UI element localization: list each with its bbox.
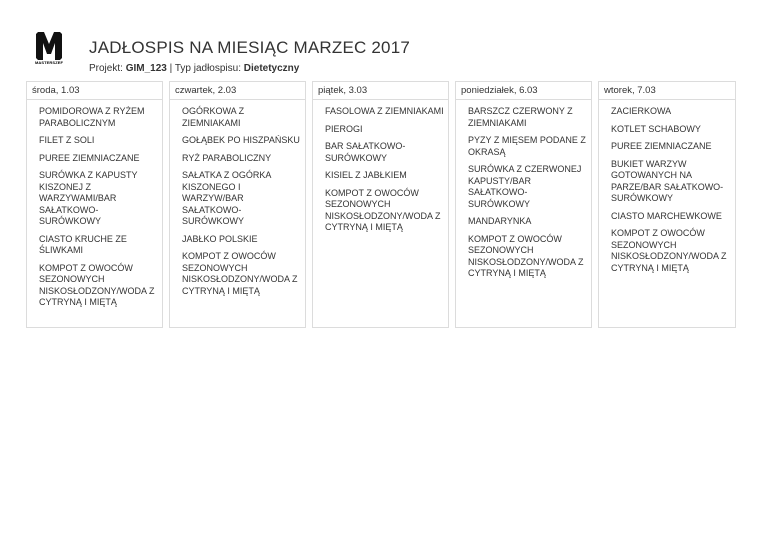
menu-item: SAŁATKA Z OGÓRKA KISZONEGO I WARZYW/BAR SAŁATKOWO-SURÓWKOWY (182, 170, 271, 226)
menu-item: ZACIERKOWA (611, 106, 672, 116)
menu-item: PYZY Z MIĘSEM PODANE Z OKRASĄ (468, 135, 586, 157)
menu-item: BAR SAŁATKOWO-SURÓWKOWY (325, 141, 406, 163)
page-title: JADŁOSPIS NA MIESIĄC MARZEC 2017 (89, 38, 410, 57)
menu-item: CIASTO MARCHEWKOWE (611, 210, 722, 221)
menu-item: KOMPOT Z OWOCÓW SEZONOWYCH NISKOSŁODZONY/WODA Z CYTRYNĄ I MIĘTĄ (325, 187, 441, 232)
menu-item: FASOLOWA Z ZIEMNIAKAMI (325, 106, 444, 116)
day-header: piątek, 3.03 (313, 82, 448, 100)
day-column-2 (169, 81, 306, 328)
menu-item: JABŁKO POLSKIE (182, 233, 258, 244)
day-header: poniedziałek, 6.03 (456, 82, 591, 100)
logo-caption: MASTERSZEF (34, 60, 64, 65)
day-menu-items (456, 100, 591, 280)
menu-item: OGÓRKOWA Z ZIEMNIAKAMI (182, 106, 245, 128)
menu-type-label: Typ jadłospisu: (174, 63, 241, 74)
day-menu-items (599, 100, 735, 274)
menu-item: BUKIET WARZYW GOTOWANYCH NA PARZE/BAR SAŁATKOWO-SURÓWKOWY (611, 158, 724, 203)
menu-type-value: Dietetyczny (243, 63, 300, 74)
day-column-4 (455, 81, 592, 328)
menu-item: PUREE ZIEMNIACZANE (611, 141, 712, 151)
menu-item: CIASTO KRUCHE ZE ŚLIWKAMI (39, 233, 127, 255)
masterszef-logo-mark (30, 30, 68, 62)
menu-item: SURÓWKA Z KAPUSTY KISZONEJ Z WARZYWAMI/BAR SAŁATKOWO-SURÓWKOWY (39, 170, 138, 226)
days-grid (26, 81, 736, 328)
menu-item: KOMPOT Z OWOCÓW SEZONOWYCH NISKOSŁODZONY/WODA Z CYTRYNĄ I MIĘTĄ (39, 262, 155, 307)
day-header: środa, 1.03 (27, 82, 162, 100)
day-header: wtorek, 7.03 (599, 82, 735, 100)
menu-item: POMIDOROWA Z RYŻEM PARABOLICZNYM (39, 106, 145, 128)
menu-item: RYŻ PARABOLICZNY (182, 152, 272, 163)
masterszef-logo (30, 30, 68, 70)
menu-item: PIEROGI (325, 123, 363, 134)
menu-item: KOMPOT Z OWOCÓW SEZONOWYCH NISKOSŁODZONY/WODA Z CYTRYNĄ I MIĘTĄ (468, 233, 584, 278)
menu-item: KISIEL Z JABŁKIEM (325, 170, 407, 180)
day-menu-items (313, 100, 448, 234)
menu-item: PUREE ZIEMNIACZANE (39, 152, 140, 163)
subtitle-separator: | (169, 63, 173, 74)
menu-item: KOMPOT Z OWOCÓW SEZONOWYCH NISKOSŁODZONY/WODA Z CYTRYNĄ I MIĘTĄ (611, 228, 727, 273)
menu-item: KOMPOT Z OWOCÓW SEZONOWYCH NISKOSŁODZONY/WODA Z CYTRYNĄ I MIĘTĄ (182, 251, 298, 296)
day-column-5 (598, 81, 736, 328)
day-header: czwartek, 2.03 (170, 82, 305, 100)
menu-item: KOTLET SCHABOWY (611, 123, 701, 134)
day-column-1 (26, 81, 163, 328)
project-value: GIM_123 (125, 63, 167, 74)
day-menu-items (27, 100, 162, 309)
day-column-3 (312, 81, 449, 328)
menu-item: FILET Z SOLI (39, 135, 95, 145)
day-menu-items (170, 100, 305, 297)
menu-subtitle (89, 62, 299, 75)
menu-item: MANDARYNKA (468, 216, 532, 226)
menu-item: SURÓWKA Z CZERWONEJ KAPUSTY/BAR SAŁATKOWO-SURÓWKOWY (468, 164, 582, 209)
menu-item: BARSZCZ CZERWONY Z ZIEMNIAKAMI (468, 106, 573, 128)
project-label: Projekt: (89, 63, 123, 74)
menu-item: GOŁĄBEK PO HISZPAŃSKU (182, 135, 300, 145)
